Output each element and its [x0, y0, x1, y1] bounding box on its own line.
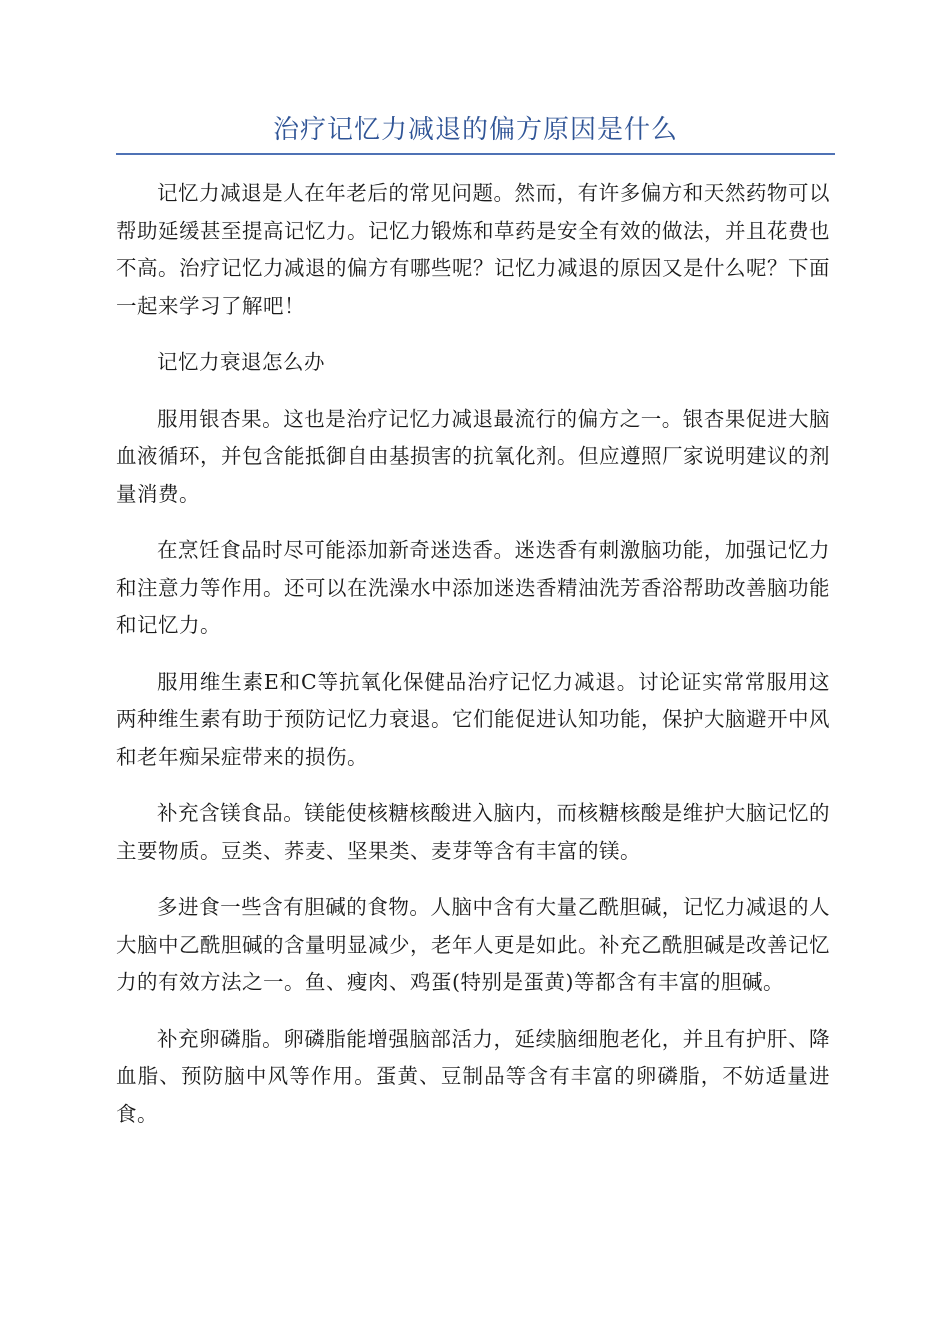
paragraph-vitamins: 服用维生素E和C等抗氧化保健品治疗记忆力减退。讨论证实常常服用这两种维生素有助于预防记忆力衰退。它们能促进认知功能，保护大脑避开中风和老年痴呆症带来的损伤。 [116, 669, 830, 769]
paragraph-ginkgo: 服用银杏果。这也是治疗记忆力减退最流行的偏方之一。银杏果促进大脑血液循环，并包含能抵御自由基损害的抗氧化剂。但应遵照厂家说明建议的剂量消费。 [116, 406, 830, 506]
paragraph-rosemary: 在烹饪食品时尽可能添加新奇迷迭香。迷迭香有刺激脑功能，加强记忆力和注意力等作用。还可以在洗澡水中添加迷迭香精油洗芳香浴帮助改善脑功能和记忆力。 [116, 538, 830, 637]
paragraph-choline: 多进食一些含有胆碱的食物。人脑中含有大量乙酰胆碱，记忆力减退的人大脑中乙酰胆碱的含量明显减少，老年人更是如此。补充乙酰胆碱是改善记忆力的有效方法之一。鱼、瘦肉、鸡蛋(特别是蛋黄)等都含有丰富的胆碱。 [116, 895, 830, 994]
paragraph-heading-memory-decline: 记忆力衰退怎么办 [157, 350, 325, 374]
paragraph-lecithin: 补充卵磷脂。卵磷脂能增强脑部活力，延续脑细胞老化，并且有护肝、降血脂、预防脑中风等作用。蛋黄、豆制品等含有丰富的卵磷脂，不妨适量进食。 [116, 1026, 830, 1126]
paragraph-magnesium: 补充含镁食品。镁能使核糖核酸进入脑内，而核糖核酸是维护大脑记忆的主要物质。豆类、荞麦、坚果类、麦芽等含有丰富的镁。 [116, 801, 830, 863]
page-title: 治疗记忆力减退的偏方原因是什么 [272, 115, 678, 145]
title-underline [116, 153, 835, 155]
document-body [116, 175, 830, 1152]
paragraph-intro: 记忆力减退是人在年老后的常见问题。然而，有许多偏方和天然药物可以帮助延缓甚至提高记忆力。记忆力锻炼和草药是安全有效的做法，并且花费也不高。治疗记忆力减退的偏方有哪些呢？记忆力减退的原因又是什么呢？下面一起来学习了解吧！ [116, 181, 830, 318]
